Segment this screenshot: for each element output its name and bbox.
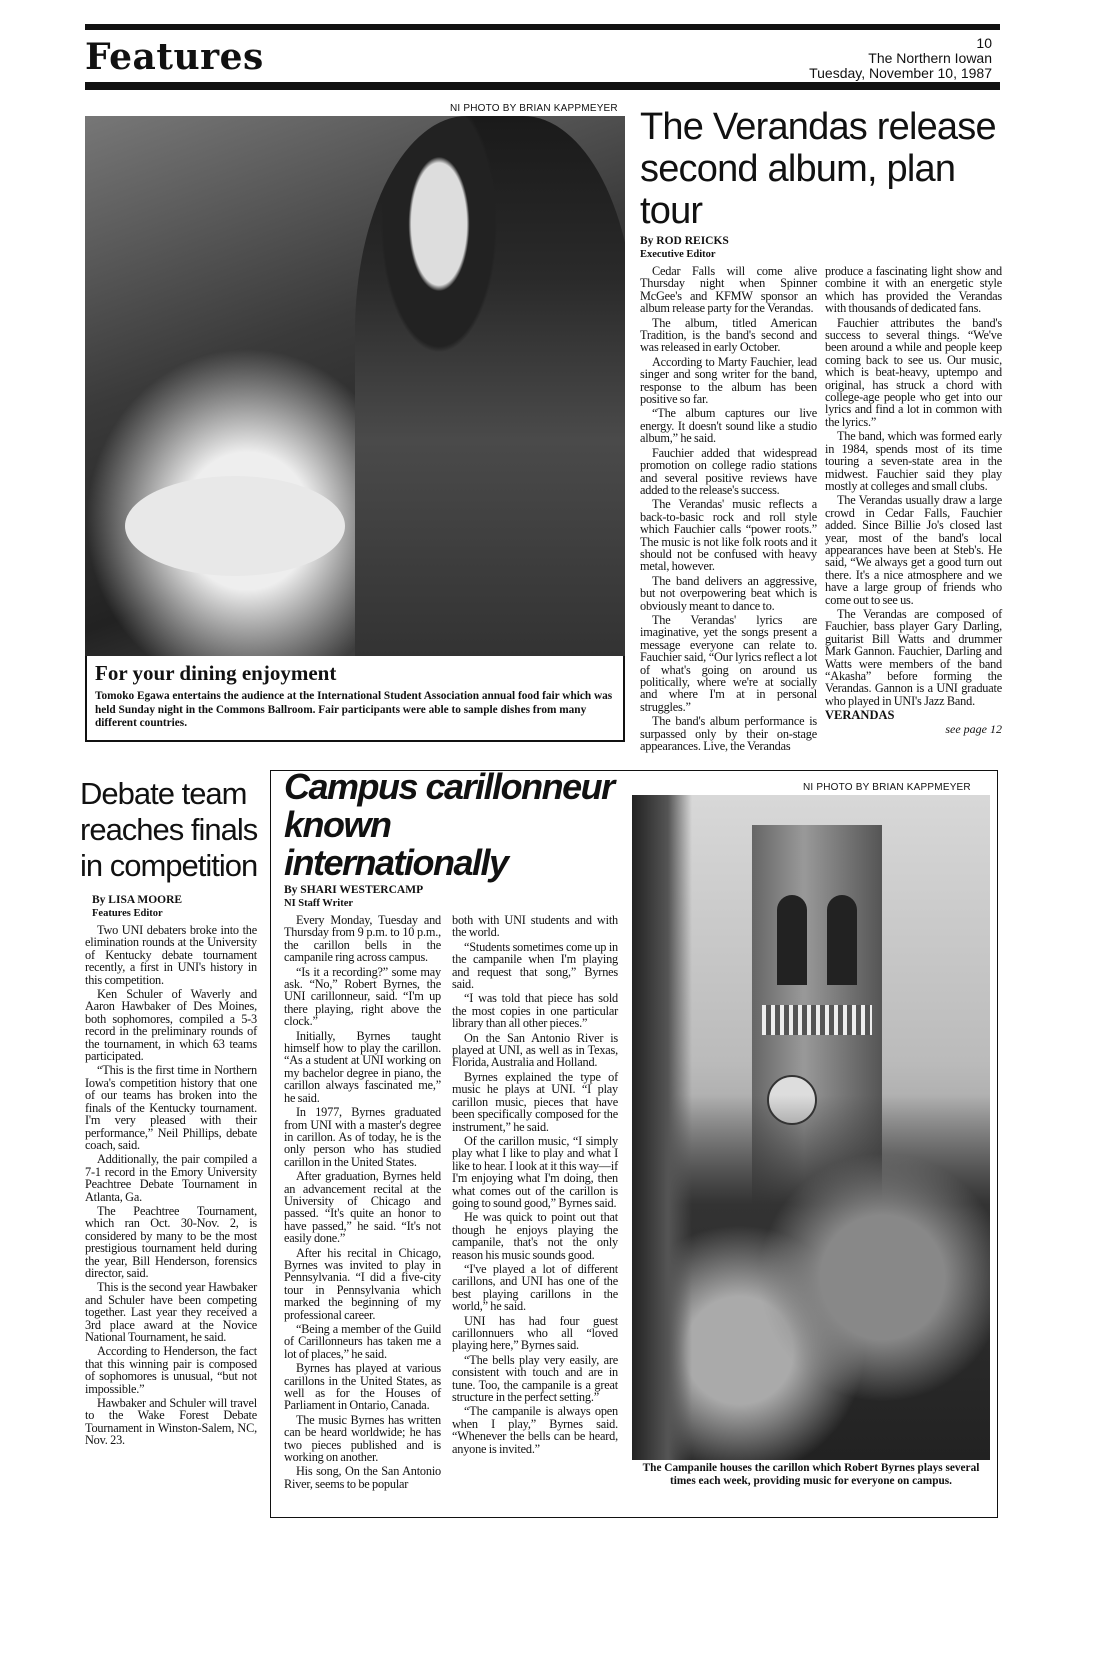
paragraph: The music Byrnes has written can be heard worldwide; he has two pieces published and is working on another. xyxy=(284,1412,441,1465)
paragraph: “Is it a recording?” some may ask. “No,” Robert Byrnes, the UNI carillonneur, said. “I'm up there playing, right above the clock.” xyxy=(284,964,441,1029)
debate-column-text xyxy=(85,924,257,1447)
caption-text: Tomoko Egawa entertains the audience at the International Student Association annual food fair which was held Sunday night in the Commons Ballroom. Fair participants were able to sample dishes from many different countries. xyxy=(95,690,613,729)
debate-column xyxy=(85,924,257,1449)
issue-date: Tuesday, November 10, 1987 xyxy=(809,65,992,81)
paper-name: The Northern Iowan xyxy=(868,50,992,66)
author: By ROD REICKS xyxy=(640,235,729,247)
author-title: NI Staff Writer xyxy=(284,898,354,909)
paragraph: “The album captures our live energy. It doesn't sound like a studio album,” he said. xyxy=(640,406,817,446)
paragraph: Byrnes explained the type of music he plays at UNI. “I play carillon music, pieces that have been specifically composed for the instrument,” he said. xyxy=(452,1069,618,1134)
paragraph: both with UNI students and with the world. xyxy=(452,913,618,940)
paragraph: UNI has had four guest carillonnuers who all “loved playing here,” Byrnes said. xyxy=(452,1313,618,1353)
paragraph: Byrnes has played at various carillons in the United States, as well as for the Houses of Parliament in Ontario, Canada. xyxy=(284,1361,441,1413)
table xyxy=(125,476,345,576)
paragraph: Cedar Falls will come alive Thursday night when Spinner McGee's and KFMW sponsor an album release party for the Verandas. xyxy=(640,264,817,316)
verandas-byline xyxy=(640,235,1002,261)
paragraph: “This is the first time in Northern Iowa's competition history that one of our teams has broken into the finals of the Kentucky tournament. I'm very pleased with their performance,” Neil Phillips, debate coach, said. xyxy=(85,1063,257,1152)
verandas-column-1 xyxy=(640,265,817,754)
paragraph: In 1977, Byrnes graduated from UNI with a master's degree in carillon. As of today, he is the only person who has studied carillon in the United States. xyxy=(284,1105,441,1169)
verandas-headline: The Verandas release second album, plan tour xyxy=(640,106,996,232)
carillon-column-2-text xyxy=(452,914,618,1455)
author-title: Executive Editor xyxy=(640,249,716,260)
paragraph: Initially, Byrnes taught himself how to play the carillon. “As a student at UNI working on my bachelor degree in piano, the carillon always fascinated me,” he said. xyxy=(284,1028,441,1105)
jump-reference[interactable]: see page 12 xyxy=(945,722,1002,737)
author: By LISA MOORE xyxy=(92,894,183,906)
author-title: Features Editor xyxy=(92,908,163,919)
paragraph: The band delivers an aggressive, but not overpowering beat which is obviously meant to dance to. xyxy=(640,573,817,613)
paragraph: Two UNI debaters broke into the elimination rounds at the University of Kentucky debate tournament recently, a first in UNI's history in this competition. xyxy=(85,923,257,987)
paragraph: “I was told that piece has sold the most copies in one particular library than all other pieces.” xyxy=(452,991,618,1031)
verandas-columns xyxy=(640,265,1002,754)
paragraph: “The bells play very easily, are consistent with touch and are in tune. Too, the campanile is a great structure in the perfect setting.” xyxy=(452,1352,618,1405)
paragraph: On the San Antonio River is played at UNI, as well as in Texas, Florida, Australia and Holland. xyxy=(452,1030,618,1070)
carillon-column-1-text xyxy=(284,914,441,1490)
paragraph: Of the carillon music, “I simply play what I like to play and what I like to hear. I look at it this way—if I'm enjoying what I'm doing, then what comes out of the carillon is going to sound good,” Byrnes said. xyxy=(452,1133,618,1210)
page-number: 10 xyxy=(976,35,992,51)
paragraph: The Verandas' lyrics are imaginative, yet the songs present a message everyone can relate to. Fauchier said, “Our lyrics reflect a lot of what's going on around us politically, where we're at socially and where I'm at in personal struggles.” xyxy=(640,612,817,714)
section-title: Features xyxy=(85,36,264,78)
paragraph: The Verandas usually draw a large crowd in Cedar Falls, Fauchier added. Since Billie Jo's closed last year, most of the band's local appearances have been at Steb's. He said, “We always get a good turn out there. It's a nice atmosphere and we have a large group of friends who come out to see us. xyxy=(825,493,1002,607)
paragraph: Fauchier added that widespread promotion on college radio stations and several positive reviews have added to the release's success. xyxy=(640,445,817,497)
paragraph: The Peachtree Tournament, which ran Oct. 30-Nov. 2, is considered by many to be the most prestigious tournament held during the year, Bill Henderson, forensics director, said. xyxy=(85,1203,257,1280)
paragraph: The album, titled American Tradition, is the band's second and was released in early October. xyxy=(640,315,817,355)
paragraph: He was quick to point out that though he enjoys playing the campanile, that's not the only reason his music sounds good. xyxy=(452,1210,618,1262)
person-figure xyxy=(355,116,625,656)
carillon-story xyxy=(284,768,620,1492)
photo-credit: NI PHOTO BY BRIAN KAPPMEYER xyxy=(450,103,618,114)
paragraph: This is the second year Hawbaker and Schuler have been competing together. Last year they received a 3rd place award at the Novice National Tournament, he said. xyxy=(85,1280,257,1344)
paragraph: The band's album performance is surpassed only by their on-stage appearances. Live, the Verandas xyxy=(640,714,817,754)
paragraph: Additionally, the pair compiled a 7-1 record in the Emory University Peachtree Debate Tournament in Atlanta, Ga. xyxy=(85,1152,257,1204)
verandas-column-2-text xyxy=(825,265,1002,707)
masthead-rule xyxy=(85,82,1000,90)
paragraph: The Verandas' music reflects a back-to-basic rock and roll style which Fauchier calls “power roots.” The music is not like folk roots and it should not be confused with heavy metal, however. xyxy=(640,497,817,574)
photo-caption-box xyxy=(85,656,625,742)
paragraph: After his recital in Chicago, Byrnes was invited to play in Pennsylvania. “I did a five-city tour in Pennsylvania which marked the beginning of my professional career. xyxy=(284,1245,441,1322)
paragraph: produce a fascinating light show and combine it with an energetic style which has provided the Verandas with thousands of dedicated fans. xyxy=(825,264,1002,316)
verandas-column-2 xyxy=(825,265,1002,736)
carillon-column-2 xyxy=(452,914,618,1457)
top-rule xyxy=(85,24,1000,30)
paragraph: Every Monday, Tuesday and Thursday from 9 p.m. to 10 p.m., the carillon bells in the campanile ring across campus. xyxy=(284,913,441,965)
paragraph: “I've played a lot of different carillons, and UNI has one of the best playing carillons in the world,” he said. xyxy=(452,1261,618,1314)
carillon-byline xyxy=(284,884,620,910)
paragraph: Fauchier attributes the band's success to several things. “We've been around a while and people keep coming back to see us. Our music, which is beat-heavy, uptempo and original, has struck a chord with college-age people who get into our lyrics and find a lot in common with the lyrics.” xyxy=(825,315,1002,429)
paragraph: “Being a member of the Guild of Carillonneurs has taken me a lot of places,” he said. xyxy=(284,1322,441,1361)
verandas-story xyxy=(640,106,1002,754)
debate-byline xyxy=(80,894,262,920)
author: By SHARI WESTERCAMP xyxy=(284,884,424,896)
paragraph: The Verandas are composed of Fauchier, bass player Gary Darling, guitarist Bill Watts and drummer Mark Gannon. Fauchier, Darling and Watts were members of the band “Akasha” before forming the Verandas. Gannon is a UNI graduate who played in UNI's Jazz Band. xyxy=(825,606,1002,708)
masthead-info xyxy=(809,36,992,81)
photo-credit: NI PHOTO BY BRIAN KAPPMEYER xyxy=(803,782,971,793)
carillon-column-1 xyxy=(284,914,441,1492)
paragraph: “Students sometimes come up in the campanile when I'm playing and request that song,” Byrnes said. xyxy=(452,939,618,992)
caption-title: For your dining enjoyment xyxy=(95,661,337,685)
paragraph: Ken Schuler of Waverly and Aaron Hawbaker of Des Moines, both sophomores, compiled a 5-3 record in the preliminary rounds of the tournament, in which 63 teams participated. xyxy=(85,987,257,1064)
photo-caption: The Campanile houses the carillon which Robert Byrnes plays several times each week, providing music for everyone on campus. xyxy=(642,1462,980,1487)
photo-campanile xyxy=(632,795,990,1460)
paragraph: The band, which was formed early in 1984, spends most of its time touring a seven-state area in the midwest. Fauchier said they play mostly at colleges and small clubs. xyxy=(825,429,1002,493)
paragraph: After graduation, Byrnes held an advancement recital at the University of Chicago and passed. “It's quite an honor to have passed,” he said. “It's not easily done.” xyxy=(284,1169,441,1246)
paragraph: According to Marty Fauchier, lead singer and song writer for the band, response to the album has been positive so far. xyxy=(640,354,817,407)
paragraph: According to Henderson, the fact that this winning pair is composed of sophomores is unusual, “but not impossible.” xyxy=(85,1344,257,1396)
paragraph: “The campanile is always open when I play,” Byrnes said. “Whenever the bells can be heard, anyone is invited.” xyxy=(452,1404,618,1456)
verandas-column-1-text xyxy=(640,265,817,752)
photo-food-fair xyxy=(85,116,625,656)
paragraph: Hawbaker and Schuler will travel to the Wake Forest Debate Tournament in Winston-Salem, NC, Nov. 23. xyxy=(85,1396,257,1448)
carillon-columns xyxy=(284,914,620,1492)
paragraph: His song, On the San Antonio River, seems to be popular xyxy=(284,1464,441,1491)
debate-story xyxy=(80,776,262,1449)
debate-headline: Debate team reaches finals in competition xyxy=(80,776,258,883)
carillon-headline: Campus carillonneur known internationally xyxy=(284,766,614,883)
jump-word: VERANDAS xyxy=(825,708,895,723)
